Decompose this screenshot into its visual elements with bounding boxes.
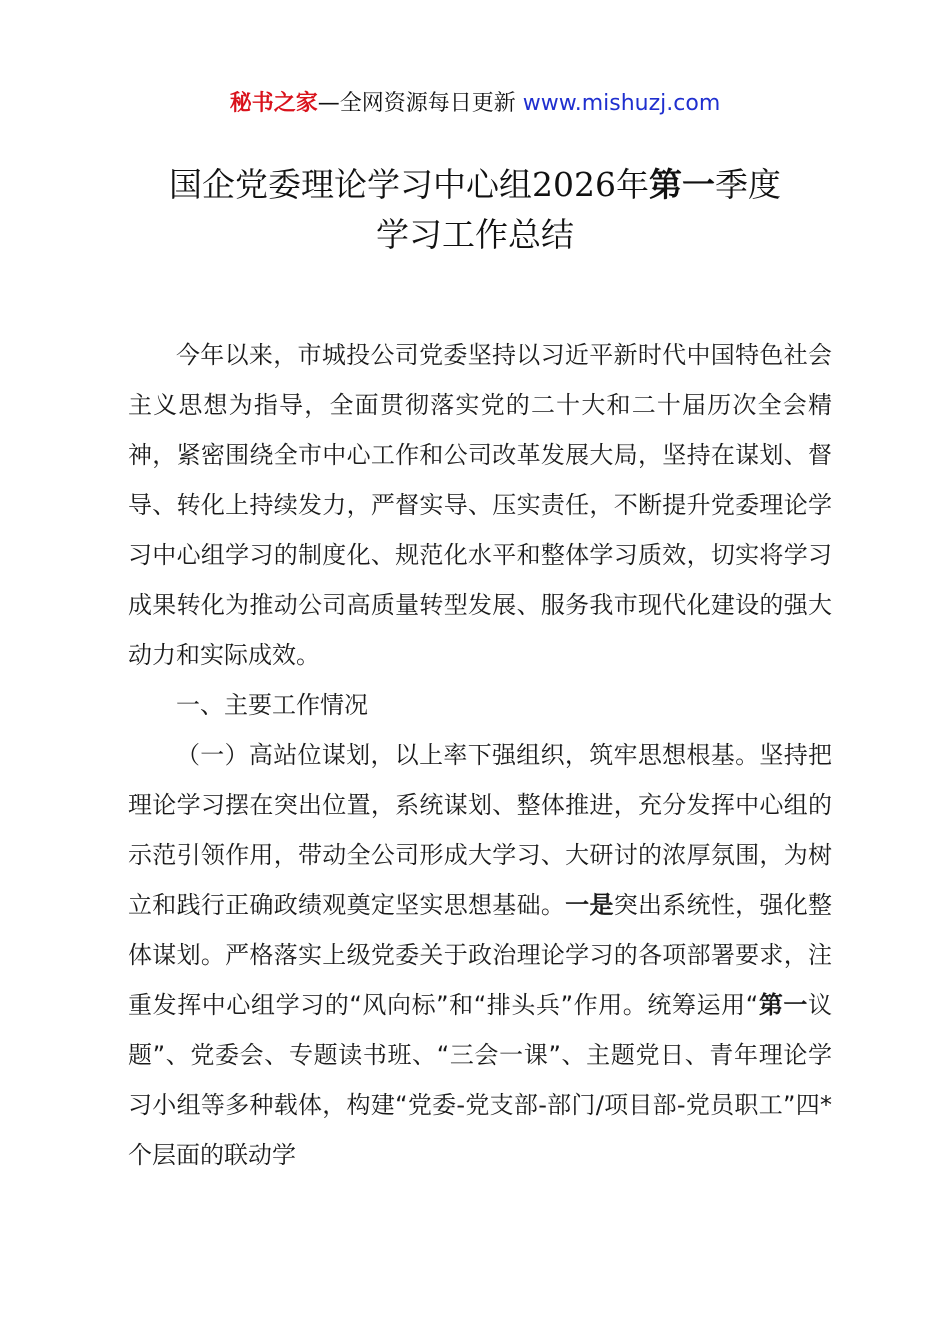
title-line-2: 学习工作总结 bbox=[376, 215, 574, 254]
emphasis-diyi: 第一 bbox=[758, 991, 809, 1019]
title-line-1-b: 季度 bbox=[714, 165, 781, 204]
intro-paragraph: 今年以来，市城投公司党委坚持以习近平新时代中国特色社会主义思想为指导，全面贯彻落实党的二十大和二十届历次全会精神，紧密围绕全市中心工作和公司改革发展大局，坚持在谋划、督导、转化上持续发力，严督实导、压实责任，不断提升党委理论学习中心组学习的制度化、规范化水平和整体学习质效，切实将学习成果转化为推动公司高质量转型发展、服务我市现代化建设的强大动力和实际成效。 bbox=[128, 341, 832, 669]
subsection-paragraph bbox=[128, 730, 832, 1180]
title-line-1-bold: 第一 bbox=[648, 165, 715, 204]
title-line-1 bbox=[0, 160, 950, 210]
site-header bbox=[0, 88, 950, 120]
emphasis-yishi: 一是 bbox=[565, 891, 614, 919]
document-title bbox=[0, 160, 950, 260]
section-heading: 一、主要工作情况 bbox=[176, 691, 368, 719]
document-body bbox=[128, 330, 832, 1180]
subsection-text-c: 议题”、党委会、专题读书班、“三会一课”、主题党日、青年理论学习小组等多种载体，构建“党委-党支部-部门/项目部-党员职工”四*个层面的联动学 bbox=[128, 991, 833, 1169]
subsection-text-a: （一）高站位谋划，以上率下强组织，筑牢思想根基。坚持把理论学习摆在突出位置，系统谋划、整体推进，充分发挥中心组的示范引领作用，带动全公司形成大学习、大研讨的浓厚氛围，为树立和践行正确政绩观奠定坚实思想基础。 bbox=[128, 741, 832, 919]
site-brand: 秘书之家 bbox=[229, 91, 318, 116]
title-line-1-a: 国企党委理论学习中心组2026年 bbox=[169, 165, 649, 204]
subsection-text-b: 突出系统性，强化整体谋划。严格落实上级党委关于政治理论学习的各项部署要求，注重发挥中心组学习的“风向标”和“排头兵”作用。统筹运用“ bbox=[128, 891, 833, 1019]
site-url-link[interactable]: www.mishuzj.com bbox=[522, 91, 721, 116]
site-tagline: —全网资源每日更新 bbox=[317, 91, 523, 116]
